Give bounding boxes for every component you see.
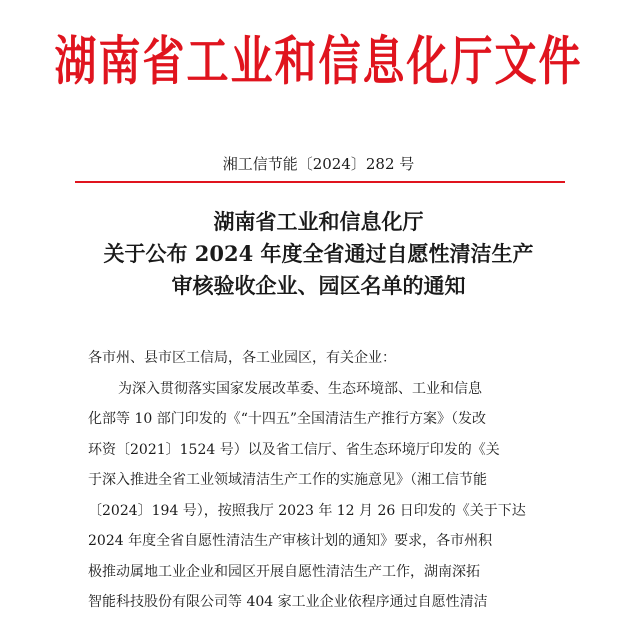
body-line: 环资〔2021〕1524 号）以及省工信厅、省生态环境厅印发的《关 — [88, 441, 500, 458]
body-line: 极推动属地工业企业和园区开展自愿性清洁生产工作，湖南深拓 — [88, 563, 480, 580]
document-number: 湘工信节能〔2024〕282 号 — [222, 155, 415, 173]
notice-body — [88, 343, 568, 618]
body-line: 〔2024〕194 号），按照我厅 2023 年 12 月 26 日印发的《关于下达 — [88, 502, 526, 519]
body-line: 智能科技股份有限公司等 404 家工业企业依程序通过自愿性清洁 — [88, 594, 488, 610]
body-line: 化部等 10 部门印发的《“十四五”全国清洁生产推行方案》（发改 — [88, 411, 487, 427]
notice-title-line-3: 审核验收企业、园区名单的通知 — [171, 273, 466, 298]
body-line: 2024 年度全省自愿性清洁生产审核计划的通知》要求，各市州积 — [88, 533, 493, 549]
notice-title — [0, 206, 637, 302]
notice-title-line-1: 湖南省工业和信息化厅 — [213, 209, 424, 234]
body-line: 于深入推进全省工业领域清洁生产工作的实施意见》（湘工信节能 — [88, 472, 487, 488]
red-divider-rule — [75, 181, 565, 183]
notice-title-line-2: 关于公布 2024 年度全省通过自愿性清洁生产 — [103, 241, 534, 266]
agency-document-header: 湖南省工业和信息化厅文件 — [54, 30, 583, 92]
salutation: 各市州、县市区工信局，各工业园区，有关企业： — [88, 350, 396, 366]
body-line: 为深入贯彻落实国家发展改革委、生态环境部、工业和信息 — [118, 380, 482, 397]
